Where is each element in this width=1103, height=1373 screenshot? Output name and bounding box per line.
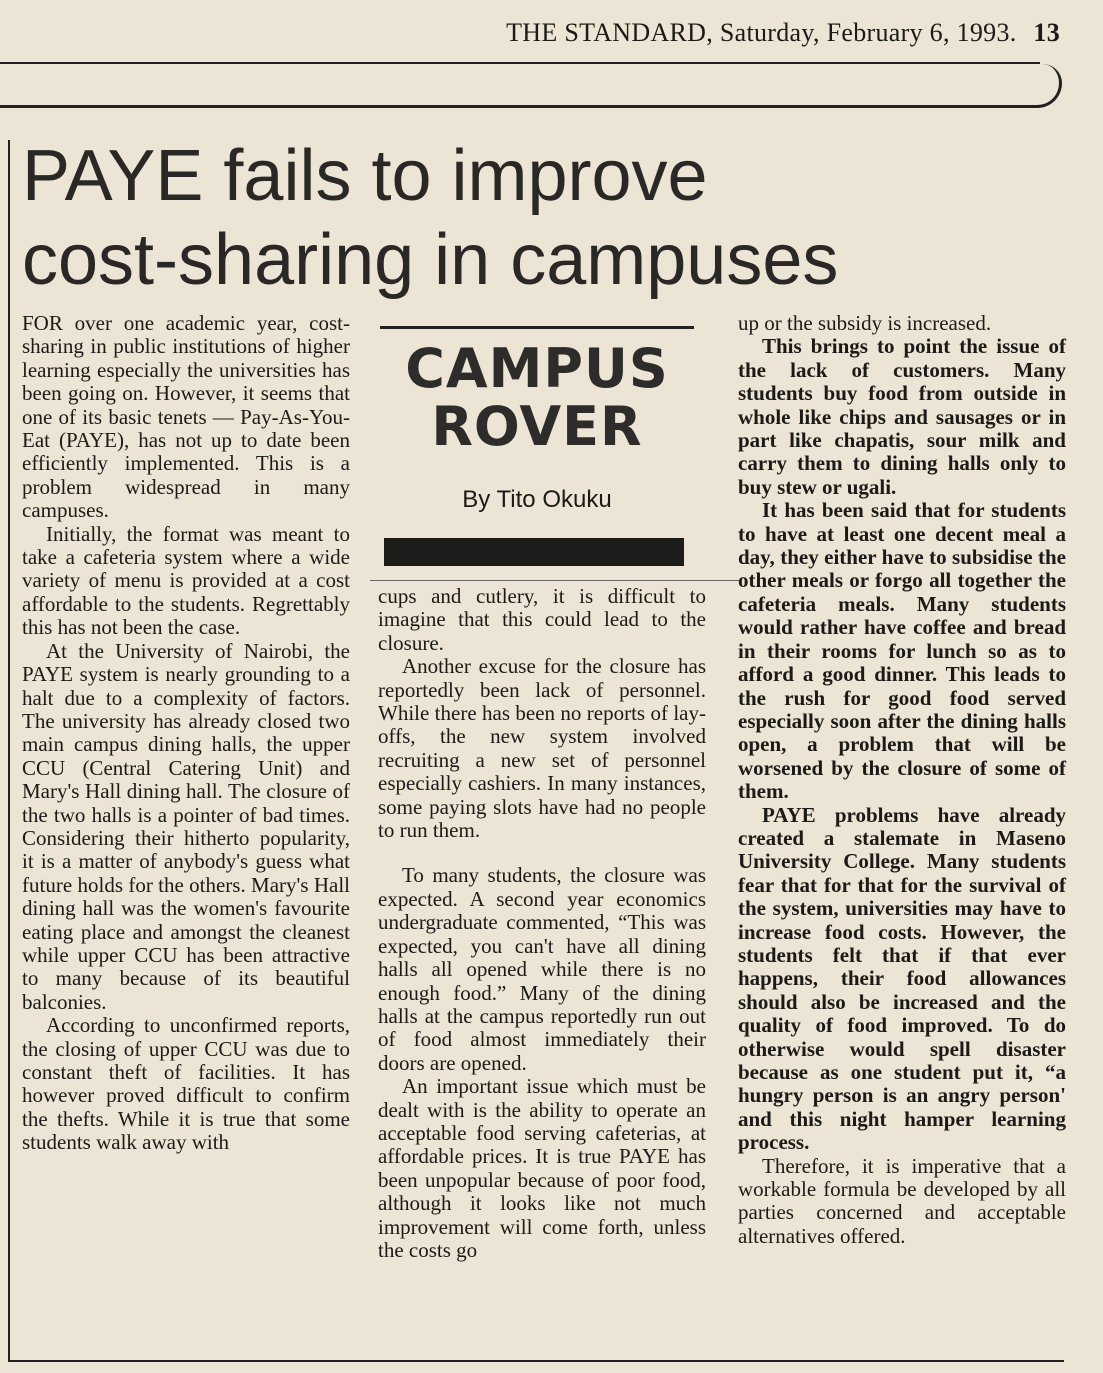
paragraph: PAYE problems have already created a stalemate in Maseno University College. Many students fear that for that for the survival of the system, universities may have to increase food costs. However, the students felt that if that ever happens, their food allowances should also be increased and the quality of food improved. To do otherwise would spell disaster because as one student put it, “a hungry person is an angry person' and this night hamper learning process. [738,802,1066,1155]
issue-date: Saturday, February 6, 1993. [719,18,1017,47]
masthead [0,18,1060,48]
headline-line-1: PAYE fails to improve [22,136,708,216]
paragraph: This brings to point the issue of the lack of customers. Many students buy food from outside in whole like chips and sausages or in part like chapatis, sour milk and carry them to dining halls only to buy stew or ugali. [738,334,1066,499]
paragraph: cups and cutlery, it is difficult to imagine that this could lead to the closure. [378,584,706,655]
paragraph: FOR over one academic year, cost-sharing in public institutions of higher learning especially the universities has been going on. However, it seems that one of its basic tenets — Pay-As-You-Eat (PAYE), has not up to date been efficiently implemented. This is a problem widespread in many campuses. [22,311,350,523]
headline-line-2: cost-sharing in campuses [22,220,839,300]
article-column-3 [738,312,1066,1248]
top-bracket-rule [0,64,1062,108]
article-column-1 [22,312,350,1155]
paragraph: An important issue which must be dealt with is the ability to operate an acceptable food serving cafeterias, at affordable prices. It is true PAYE has been unpopular because of poor food, although it looks like not much improvement will come forth, unless the costs go [378,1074,706,1262]
column-logo-rule [380,326,694,329]
paragraph: up or the subsidy is increased. [738,311,992,335]
byline: By Tito Okuku [462,486,612,513]
paragraph: To many students, the closure was expected. A second year economics undergraduate commented, “This was expected, you can't have all dining halls all opened while there is no enough food.” Many of the dining halls at the campus reportedly run out of food almost immediately their doors are opened. [378,863,706,1075]
column-logo-bar [384,538,684,566]
paragraph: Another excuse for the closure has reportedly been lack of personnel. While there has been no reports of lay-offs, the new system involved recruiting a new set of personnel especially cashiers. In many instances, some paying slots have had no people to run them. [378,654,706,843]
column-logo-title [380,337,694,458]
column-logo-line-2: ROVER [431,395,643,458]
paragraph: According to unconfirmed reports, the closing of upper CCU was due to constant theft of facilities. It has however proved difficult to confirm the thefts. While it is true that some students walk away with [22,1013,350,1155]
column-2-rule [370,580,740,581]
left-border-rule [8,140,10,1362]
paragraph: It has been said that for students to have at least one decent meal a day, they either have to subsidise the other meals or forgo all together the cafeteria meals. Many students would rather have coffee and bread in their rooms for lunch so as to afford a good dinner. This leads to the rush for good food served especially soon after the dining halls open, a problem that will be worsened by the closure of some of them. [738,498,1066,804]
paragraph: Initially, the format was meant to take a cafeteria system where a wide variety of menu is provided at a cost affordable to the students. Regrettably this has not been the case. [22,521,350,640]
publication-name: THE STANDARD, [506,18,714,47]
paragraph: At the University of Nairobi, the PAYE system is nearly grounding to a halt due to a complexity of factors. The university has already closed two main campus dining halls, the upper CCU (Central Catering Unit) and Mary's Hall dining hall. The closure of the two halls is a pointer of bad times. Considering their hitherto popularity, it is a matter of anybody's guess what future holds for the others. Mary's Hall dining hall was the women's favourite eating place and amongst the cleanest while upper CCU has been attractive to many because of its beautiful balconies. [22,638,350,1014]
page-number: 13 [1033,18,1060,47]
bottom-rule [8,1360,1064,1362]
paragraph: Therefore, it is imperative that a workable formula be developed by all parties concerned and acceptable alternatives offered. [738,1153,1066,1248]
headline [22,134,1072,302]
column-logo-line-1: CAMPUS [405,337,669,400]
column-logo-box [380,326,704,570]
article-column-2 [378,585,706,1262]
